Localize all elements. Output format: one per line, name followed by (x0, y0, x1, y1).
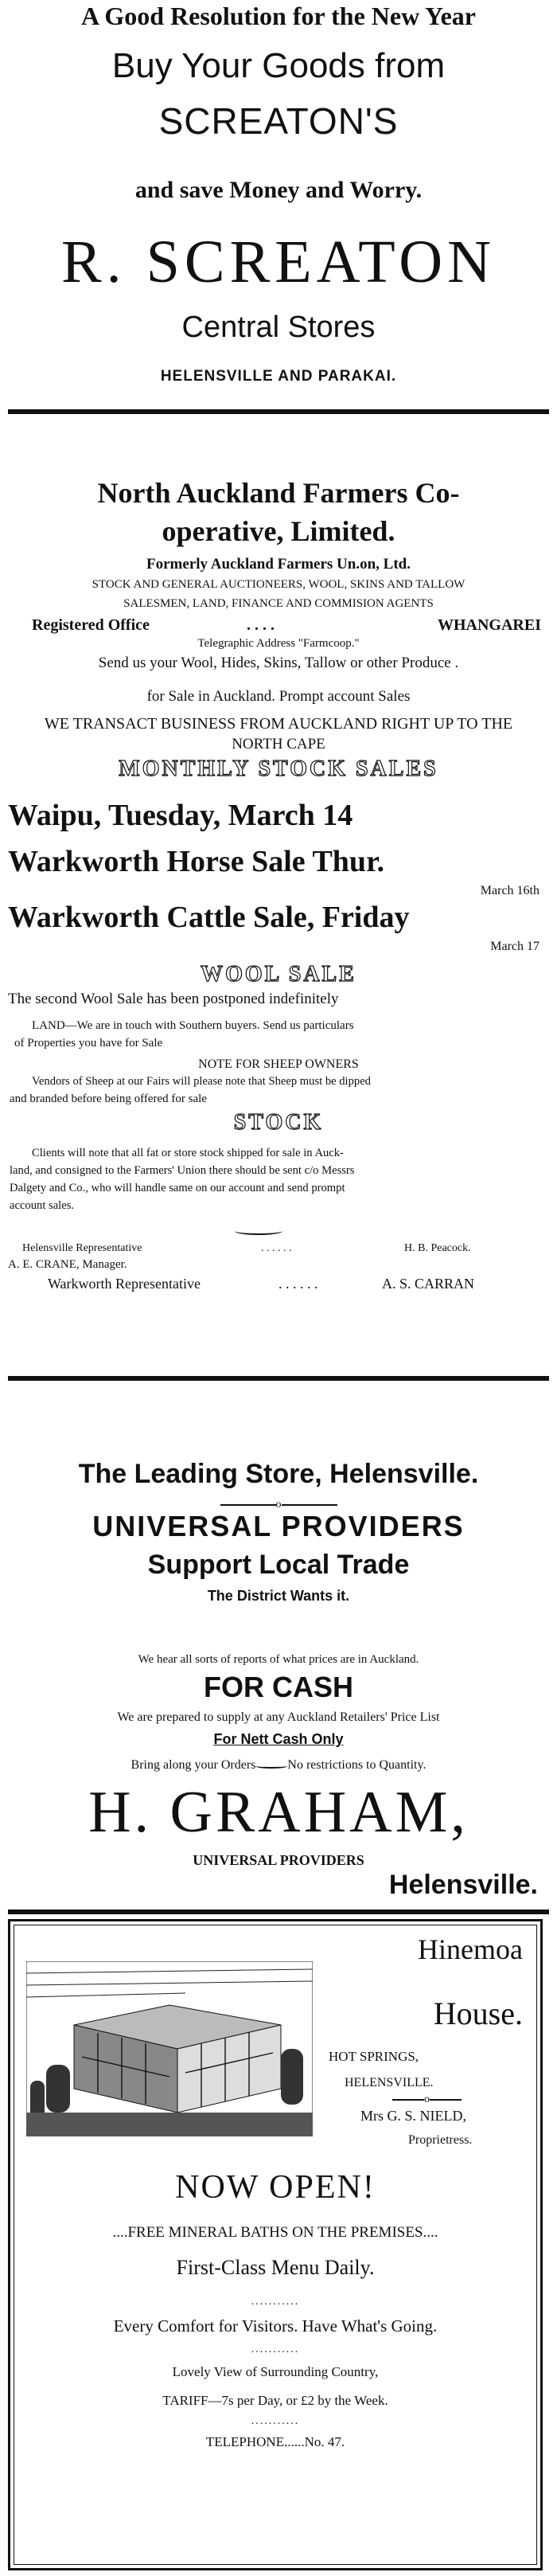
ad3-place: Helensville. (388, 1870, 538, 1900)
ad4-o-mark: o (424, 2093, 430, 2105)
ad2-send1: Send us your Wool, Hides, Skins, Tallow or other Produce . (98, 655, 459, 671)
ad3-cash: FOR CASH (204, 1671, 353, 1703)
rep1-row (22, 1242, 532, 1255)
ad4-hot: HOT SPRINGS, (329, 2049, 419, 2064)
ad3-nett (0, 1731, 557, 1748)
ad1-headline: A Good Resolution for the New Year (81, 2, 476, 30)
ad3-prepared: We are prepared to supply at any Auckland Retailers' Price List (117, 1710, 440, 1724)
rep1-dots: . . . . . . (261, 1242, 292, 1254)
graham-advertisement (0, 1381, 557, 1906)
ad3-support: Support Local Trade (147, 1550, 410, 1580)
ad1-location: HELENSVILLE AND PARAKAI. (160, 368, 397, 385)
ad2-note-heading: NOTE FOR SHEEP OWNERS (198, 1057, 359, 1071)
ad1-line3: and save Money and Worry. (134, 177, 423, 203)
dots-2: ........... (251, 2343, 300, 2355)
ad3-sub: UNIVERSAL PROVIDERS (193, 1852, 364, 1868)
ad2-formerly: Formerly Auckland Farmers Un.on, Ltd. (146, 556, 411, 573)
ornament-swirl (235, 1225, 282, 1239)
ad2-transact2: NORTH CAPE (232, 736, 325, 752)
ad4-open: NOW OPEN! (175, 2169, 376, 2206)
ad1-store: Central Stores (181, 311, 376, 344)
dots-3: ........... (251, 2415, 300, 2427)
ad2-services2: SALESMEN, LAND, FINANCE AND COMMISION AGENTS (123, 597, 434, 610)
divider-3 (8, 1910, 549, 1914)
hinemoa-house-advertisement (8, 1919, 543, 2570)
ad1-line2: SCREATON'S (158, 100, 399, 142)
ad2-title2: operative, Limited. (162, 515, 395, 547)
ad2-sale1: Waipu, Tuesday, March 14 (8, 799, 353, 832)
ad3-bring1: Bring along your Orders (130, 1758, 256, 1772)
ad2-stock4: account sales. (10, 1199, 75, 1212)
ad1-name: R. SCREATON (60, 229, 497, 295)
ad4-title2: House. (433, 1996, 523, 2031)
registered-office-row (32, 616, 541, 635)
rep2-name: A. S. CARRAN (382, 1276, 475, 1292)
ad2-monthly-heading: MONTHLY STOCK SALES (119, 756, 438, 781)
ad3-bring (0, 1758, 557, 1773)
hotel-building-illustration (26, 1961, 313, 2136)
ad4-view: Lovely View of Surrounding Country, (172, 2364, 379, 2379)
ad4-baths: ....FREE MINERAL BATHS ON THE PREMISES.... (112, 2224, 438, 2241)
ad3-title: UNIVERSAL PROVIDERS (92, 1510, 465, 1542)
ad2-wool-heading: WOOL SALE (201, 962, 356, 987)
ad2-note2: and branded before being offered for sale (10, 1093, 207, 1105)
ad2-stock2: land, and consigned to the Farmers' Union there should be sent c/o Messrs (10, 1164, 355, 1177)
ad3-name: H. GRAHAM, (88, 1780, 469, 1845)
dots-1: ........... (251, 2296, 300, 2308)
ad3-district: The District Wants it. (207, 1588, 350, 1604)
ad2-telegraphic: Telegraphic Address "Farmcoop." (197, 637, 360, 650)
ad2-transact1: WE TRANSACT BUSINESS FROM AUCKLAND RIGHT UP TO THE (44, 715, 513, 733)
registered-office-value: WHANGAREI (437, 616, 541, 634)
ad2-title1: North Auckland Farmers Co- (97, 477, 460, 509)
o-divider-2 (392, 2093, 462, 2106)
ad2-stock3: Dalgety and Co., who will handle same on our account and send prompt (10, 1182, 345, 1194)
screaton-advertisement (0, 0, 557, 414)
ad4-town: HELENSVILLE. (345, 2076, 434, 2089)
ad4-menu: First-Class Menu Daily. (176, 2256, 375, 2279)
ad3-hear: We hear all sorts of reports of what prices are in Auckland. (138, 1653, 419, 1666)
ad3-nett-text: For Nett Cash Only (213, 1731, 344, 1747)
ad2-stock-heading: STOCK (233, 1110, 324, 1135)
ad4-proprietor: Mrs G. S. NIELD, (360, 2108, 466, 2124)
registered-office-label: Registered Office (32, 616, 150, 634)
ad3-headline: The Leading Store, Helensville. (78, 1459, 479, 1489)
registered-office-dots: . . . . (247, 616, 275, 634)
ad2-sale3-date: March 17 (490, 940, 539, 953)
rep1-label: Helensville Representative (22, 1242, 142, 1254)
farmers-cooperative-advertisement (0, 414, 557, 1370)
ad2-land2: of Properties you have for Sale (14, 1037, 163, 1050)
ad4-tariff: TARIFF—7s per Day, or £2 by the Week. (162, 2393, 388, 2408)
rep2-dots: . . . . . . (278, 1276, 318, 1292)
ad4-telephone: TELEPHONE......No. 47. (205, 2434, 345, 2449)
ad2-manager: A. E. CRANE, Manager. (8, 1258, 127, 1271)
ad2-send2: for Sale in Auckland. Prompt account Sales (146, 688, 411, 705)
ad2-note1: Vendors of Sheep at our Fairs will please note that Sheep must be dipped (32, 1075, 371, 1088)
rep2-row (48, 1276, 541, 1292)
ad2-services1: STOCK AND GENERAL AUCTIONEERS, WOOL, SKINS AND TALLOW (92, 578, 465, 591)
rep2-label: Warkworth Representative (48, 1276, 201, 1292)
rep1-name: H. B. Peacock. (404, 1242, 471, 1254)
ad4-comfort: Every Comfort for Visitors. Have What's Going. (113, 2316, 438, 2336)
ad2-sale3: Warkworth Cattle Sale, Friday (8, 901, 410, 934)
ad4-proprietress: Proprietress. (408, 2133, 473, 2147)
ad2-wool-text: The second Wool Sale has been postponed indefinitely (8, 991, 339, 1007)
o-mark: o (275, 1499, 282, 1511)
ad2-sale2: Warkworth Horse Sale Thur. (8, 845, 384, 878)
ad2-land1: LAND—We are in touch with Southern buyers. Send us particulars (32, 1019, 354, 1032)
ad2-sale2-date: March 16th (480, 884, 539, 897)
ad4-title1: Hinemoa (418, 1933, 523, 1965)
ad1-line1: Buy Your Goods from (111, 46, 446, 85)
ad2-stock1: Clients will note that all fat or store stock shipped for sale in Auck- (32, 1147, 344, 1159)
ad3-bring2: No restrictions to Quantity. (287, 1758, 427, 1772)
